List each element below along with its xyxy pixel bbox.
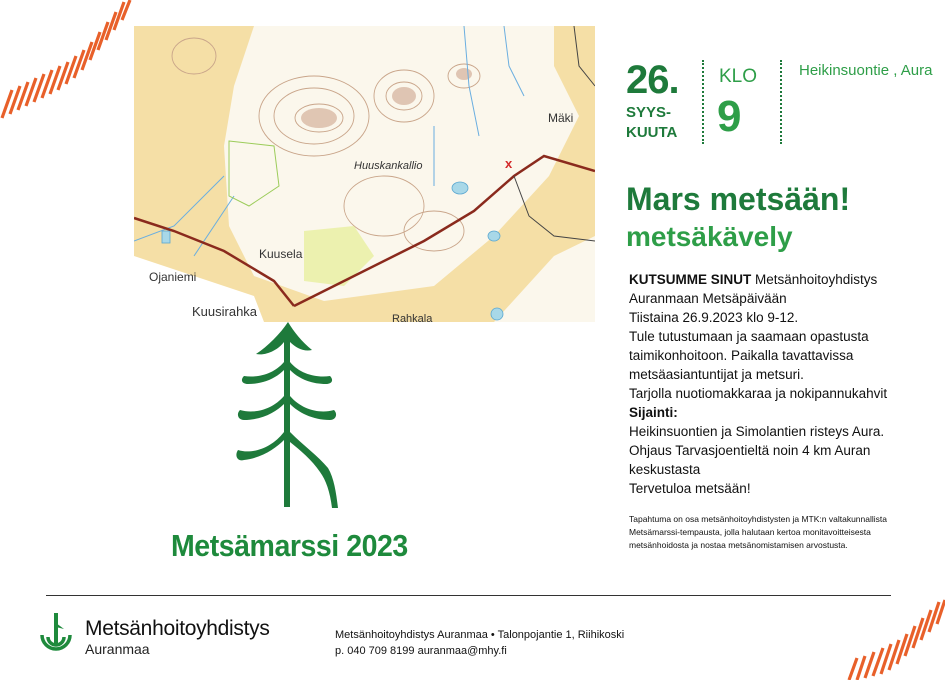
map-label-rahkala: Rahkala [392, 313, 433, 322]
klo-label: KLO [719, 66, 758, 87]
location-1: Heikinsuontien ja Simolantien risteys Aura. [629, 424, 885, 439]
location-2: Ohjaus Tarvasjoentieltä noin 4 km Auran keskustasta [629, 443, 871, 477]
map-label-ojaniemi: Ojaniemi [149, 270, 197, 284]
paragraph-1: Tule tutustumaan ja saamaan opastusta taimikonhoitoon. Paikalla tavattavissa metsäasiantuntijat ja metsuri. [629, 329, 869, 382]
event-place: Heikinsuontie , Aura [799, 62, 933, 79]
event-subtitle: metsäkävely [626, 221, 793, 252]
welcome-text: Tervetuloa metsään! [629, 481, 751, 496]
divider-1 [702, 60, 704, 144]
location-map [134, 26, 595, 322]
footer-phone-email: p. 040 709 8199 auranmaa@mhy.fi [335, 645, 507, 657]
campaign-title: Metsämarssi 2023 [171, 528, 408, 563]
stripe-decoration-top [0, 0, 140, 120]
map-label-maki: Mäki [548, 111, 574, 125]
map-label-kuusirahka: Kuusirahka [192, 304, 258, 319]
event-hour: 9 [717, 92, 742, 141]
stripe-decoration-bottom [845, 590, 945, 680]
spruce-tree-icon [236, 322, 346, 512]
footer-divider [46, 595, 891, 596]
paragraph-2: Tarjolla nuotiomakkaraa ja nokipannukahvit [629, 386, 888, 401]
footer-address: Metsänhoitoyhdistys Auranmaa • Talonpojantie 1, Riihikoski [335, 629, 625, 641]
event-description [629, 270, 914, 498]
footer-org-name: Metsänhoitoyhdistys [85, 617, 270, 640]
event-month [626, 103, 696, 143]
date-line: Tiistaina 26.9.2023 klo 9-12. [629, 310, 799, 325]
intro-text: Metsänhoitoyhdistys Auranmaan Metsäpäivään [629, 272, 878, 306]
map-label-kuusela: Kuusela [259, 247, 303, 261]
footer-org-sub: Auranmaa [85, 641, 150, 657]
footer-contact [335, 627, 624, 659]
small-print: Tapahtuma on osa metsänhoitoyhdistysten ja MTK:n valtakunnallista Metsämarssi-tempausta, jolla halutaan kertoa monitavoitteisesta metsänhoidosta ja nostaa metsänomistamisen arvostusta. [629, 514, 887, 550]
month-line-2: KUUTA [626, 124, 678, 141]
event-title: Mars metsään! [626, 181, 851, 217]
event-day: 26. [626, 58, 679, 102]
divider-2 [780, 60, 782, 144]
intro-bold: KUTSUMME SINUT [629, 272, 752, 287]
map-marker-x: x [505, 156, 513, 171]
map-label-huuskankallio: Huuskankallio [354, 160, 423, 172]
mhy-logo-icon [36, 611, 76, 661]
location-heading: Sijainti: [629, 405, 678, 420]
month-line-1: SYYS- [626, 104, 672, 121]
